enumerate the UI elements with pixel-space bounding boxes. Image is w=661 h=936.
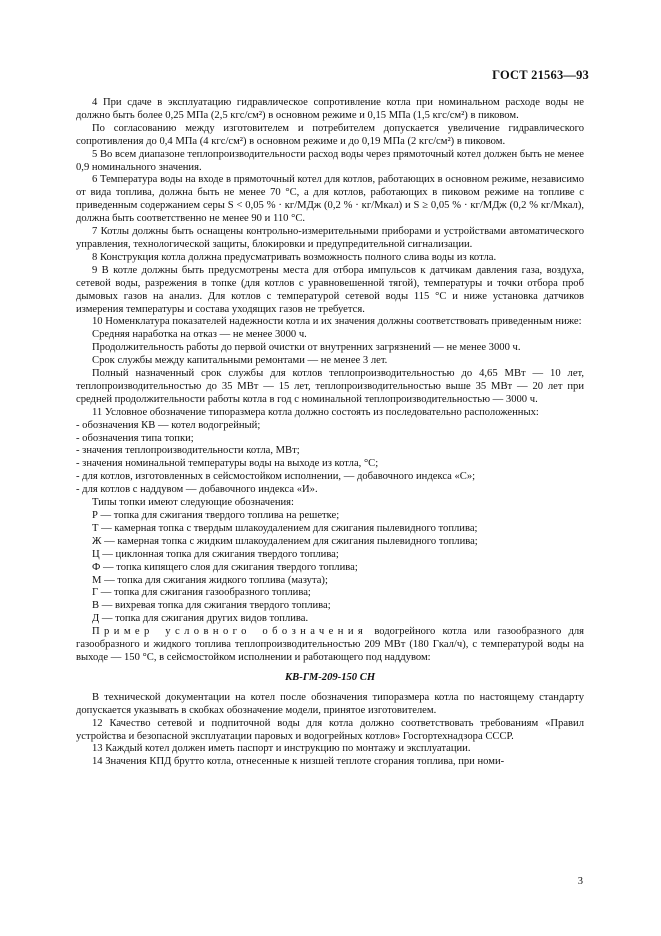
model-designation-note: В технической документации на котел после обозначения типоразмера котла по настоящему стандарту допускается указывать в скобках обозначение модели, принятое изготовителем.	[76, 691, 584, 716]
paragraph-9: 9 В котле должны быть предусмотрены места для отбора импульсов к датчикам давления газа, воздуха, сетевой воды, разрежения в топке (для котлов с уравновешенной тягой), температуры и точки отбора проб дымовых газов на анализ. Для котлов с температурой сетевой воды 115 °С и ниже установка датчиков измерения температуры и состава уходящих газов не требуется.	[76, 264, 584, 315]
page-number: 3	[577, 876, 583, 887]
example-text: водогрейного котла или газообразного для газообразного и жидкого топлива теплопроизводительностью 209 МВт (180 Гкал/ч), с температурой воды на выходе — 150 °С, в сейсмостойком исполнении и работающего под наддувом:	[76, 626, 585, 663]
paragraph-8: 8 Конструкция котла должна предусматривать возможность полного слива воды из котла.	[92, 251, 497, 263]
furnace-type-item: Г — топка для сжигания газообразного топлива;	[92, 587, 311, 599]
paragraph-6: 6 Температура воды на входе в прямоточный котел для котлов, работающих в основном режиме, независимо от вида топлива, должна быть не менее 70 °С, а для котлов, работающих в пиковом режиме на топливе с приведенным содержанием серы S < 0,05 % · кг/МДж (0,2 % · кг/Мкал) и S ≥ 0,05 % · кг/МДж (0,2 % кг/Мкал), должна быть соответственно не менее 90 и 110 °С.	[76, 174, 584, 225]
furnace-type-item: Ф — топка кипящего слоя для сжигания твердого топлива;	[92, 561, 358, 573]
paragraph-13: 13 Каждый котел должен иметь паспорт и инструкцию по монтажу и эксплуатации.	[92, 743, 471, 755]
reliability-item: Срок службы между капитальными ремонтами — не менее 3 лет.	[92, 355, 388, 367]
paragraph-4-note: По согласованию между изготовителем и потребителем допускается увеличение гидравлического сопротивления до 0,4 МПа (4 кгс/см²) в основном режиме и до 0,19 МПа (2 кгс/см²) в пиковом.	[76, 122, 584, 147]
paragraph-5: 5 Во всем диапазоне теплопроизводительности расход воды через прямоточный котел должен быть не менее 0,9 номинального значения.	[76, 148, 584, 173]
example-paragraph	[76, 626, 584, 665]
paragraph-4: 4 При сдаче в эксплуатацию гидравлическое сопротивление котла при номинальном расходе воды не должно быть более 0,25 МПа (2,5 кгс/см²) в основном режиме и 0,15 МПа (1,5 кгс/см²) в пиковом.	[76, 97, 584, 121]
document-body	[76, 97, 584, 769]
designation-list-item: - обозначения КВ — котел водогрейный;	[76, 419, 261, 431]
reliability-item: Средняя наработка на отказ — не менее 3000 ч.	[92, 329, 307, 341]
example-designation: КВ-ГМ-209-150 СН	[284, 671, 376, 683]
designation-list-item: - значения номинальной температуры воды на выходе из котла, °С;	[76, 458, 379, 470]
paragraph-12: 12 Качество сетевой и подпиточной воды для котла должно соответствовать требованиям «Правил устройства и безопасной эксплуатации паровых и водогрейных котлов» Госгортехнадзора СССР.	[76, 717, 584, 742]
furnace-type-item: Т — камерная топка с твердым шлакоудалением для сжигания пылевидного топлива;	[92, 522, 478, 534]
furnace-type-item: М — топка для сжигания жидкого топлива (мазута);	[92, 574, 328, 586]
reliability-item: Полный назначенный срок службы для котлов теплопроизводительностью до 4,65 МВт — 10 лет, теплопроизводительностью до 35 МВт — 15 лет, теплопроизводительностью выше 35 МВт — 20 лет при средней продолжительности работы котла в год с номинальной теплопроизводительностью — 3000 ч.	[76, 368, 584, 405]
example-label: Пример условного обозначения	[92, 626, 368, 638]
reliability-item: Продолжительность работы до первой очистки от внутренних загрязнений — не менее 3000 ч.	[92, 342, 521, 354]
paragraph-10: 10 Номенклатура показателей надежности котла и их значения должны соответствовать приведенным ниже:	[92, 316, 582, 328]
furnace-type-item: Ж — камерная топка с жидким шлакоудалением для сжигания пылевидного топлива;	[92, 535, 478, 547]
paragraph-11: 11 Условное обозначение типоразмера котла должно состоять из последовательно расположенных:	[92, 406, 539, 418]
furnace-type-item: Д — топка для сжигания других видов топлива.	[92, 613, 309, 625]
designation-list-item: - обозначения типа топки;	[76, 432, 194, 444]
furnace-type-item: Р — топка для сжигания твердого топлива на решетке;	[92, 510, 340, 521]
designation-list-item: - для котлов, изготовленных в сейсмостойком исполнении, — добавочного индекса «С»;	[76, 471, 476, 483]
furnace-type-item: В — вихревая топка для сжигания твердого топлива;	[92, 600, 331, 612]
furnace-types-heading: Типы топки имеют следующие обозначения:	[92, 497, 294, 509]
designation-list-item: - для котлов с наддувом — добавочного индекса «И».	[76, 484, 318, 496]
furnace-type-item: Ц — циклонная топка для сжигания твердого топлива;	[92, 548, 339, 560]
designation-list-item: - значения теплопроизводительности котла, МВт;	[76, 445, 300, 457]
document-code: ГОСТ 21563—93	[492, 68, 589, 82]
paragraph-7: 7 Котлы должны быть оснащены контрольно-измерительными приборами и устройствами автоматического управления, технологической защиты, блокировки и предупредительной сигнализации.	[76, 226, 584, 250]
paragraph-14: 14 Значения КПД брутто котла, отнесенные к низшей теплоте сгорания топлива, при номи-	[92, 756, 505, 768]
